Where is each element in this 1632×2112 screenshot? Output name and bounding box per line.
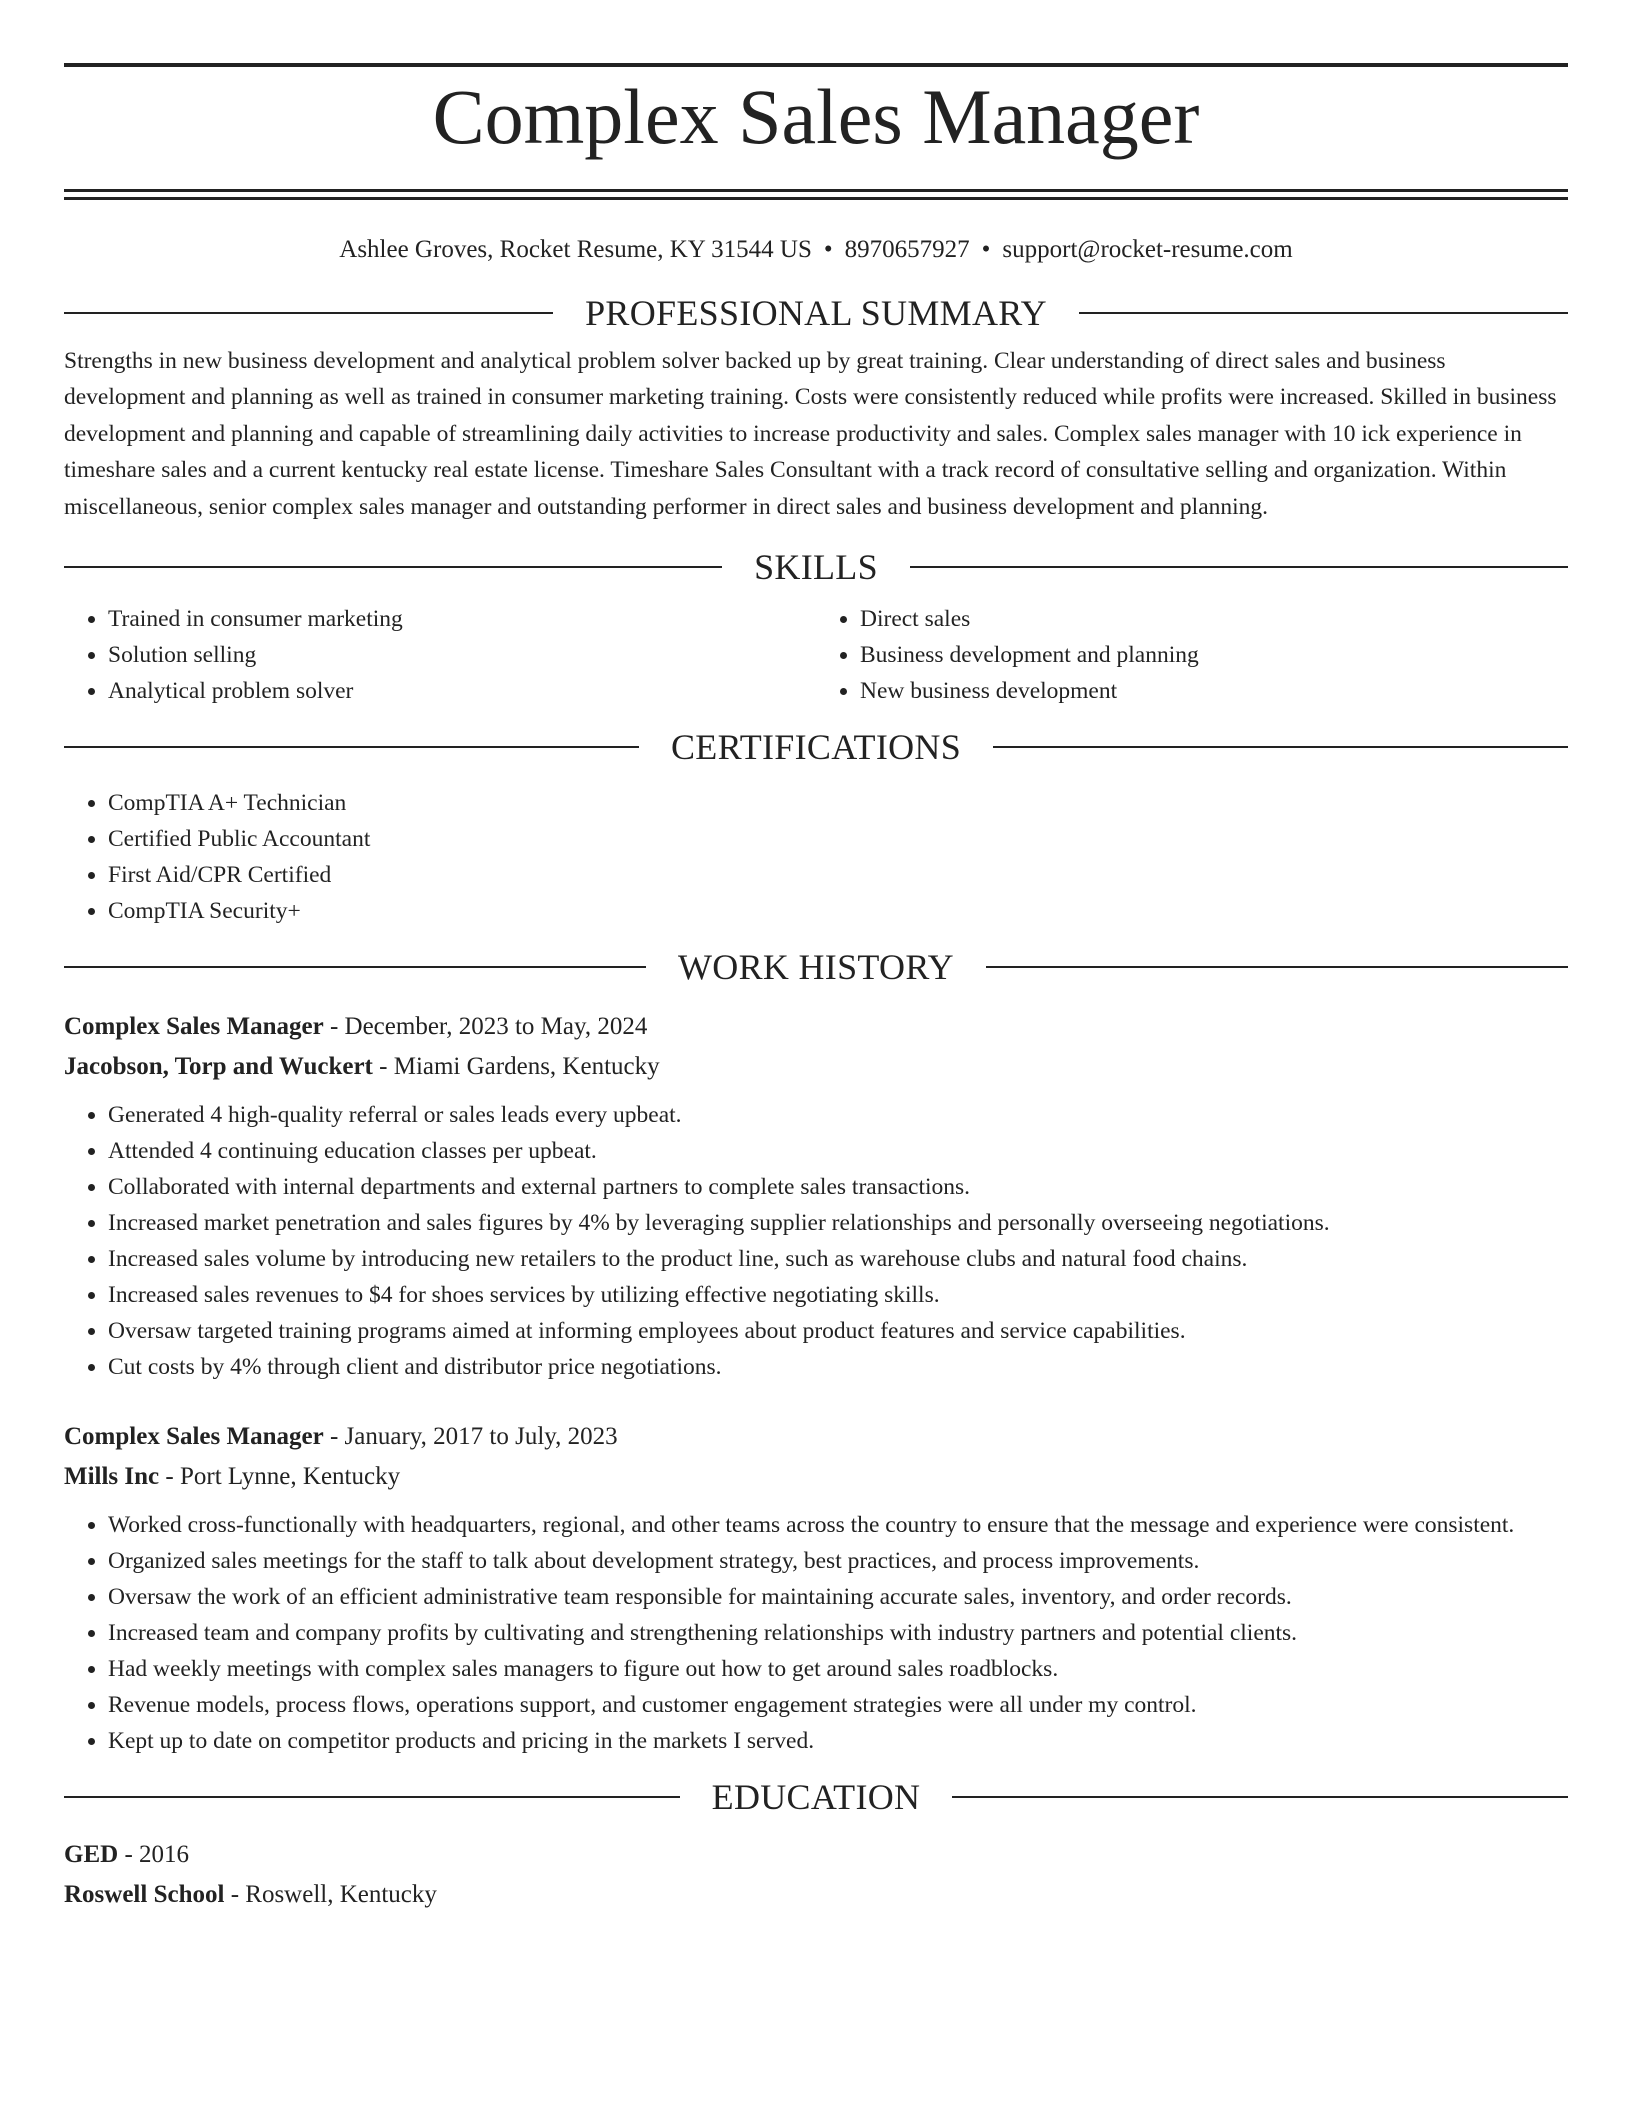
job-bullet: • Increased team and company profits by cultivating and strengthening relationships with industry partners and potential clients. xyxy=(108,1615,1568,1651)
section-title: SKILLS xyxy=(754,547,878,588)
education-location: - Roswell, Kentucky xyxy=(224,1881,437,1909)
divider xyxy=(993,746,1568,748)
job-bullet: • Cut costs by 4% through client and distributor price negotiations. xyxy=(108,1349,1568,1385)
certification-item: • Certified Public Accountant xyxy=(108,821,1568,857)
contact-separator: • xyxy=(981,236,991,263)
divider xyxy=(64,966,646,968)
section-heading-education xyxy=(64,1777,1568,1817)
skill-item: • Analytical problem solver xyxy=(108,673,816,709)
contact-address: Ashlee Groves, Rocket Resume, KY 31544 US xyxy=(339,236,812,263)
job-role: Complex Sales Manager xyxy=(64,1423,324,1451)
job-bullet: • Increased sales volume by introducing new retailers to the product line, such as warehouse clubs and natural food chains. xyxy=(108,1241,1568,1277)
education-entry xyxy=(64,1835,1568,1915)
divider xyxy=(952,1796,1568,1798)
education-school: Roswell School xyxy=(64,1881,225,1909)
certification-item: • CompTIA A+ Technician xyxy=(108,785,1568,821)
divider xyxy=(64,1796,680,1798)
skill-item: • Business development and planning xyxy=(860,637,1568,673)
divider xyxy=(64,746,639,748)
divider xyxy=(64,566,722,568)
job-bullet: • Attended 4 continuing education classes per upbeat. xyxy=(108,1133,1568,1169)
job-location: - Miami Gardens, Kentucky xyxy=(372,1053,660,1081)
contact-separator: • xyxy=(823,236,833,263)
job-bullet: • Had weekly meetings with complex sales managers to figure out how to get around sales roadblocks. xyxy=(108,1651,1568,1687)
skill-item: • Solution selling xyxy=(108,637,816,673)
skills-list xyxy=(64,601,1568,709)
divider xyxy=(1079,312,1568,314)
job-entry xyxy=(64,1007,1568,1385)
section-title: EDUCATION xyxy=(711,1777,921,1818)
education-year: - 2016 xyxy=(118,1841,190,1869)
job-bullets xyxy=(64,1507,1568,1759)
section-heading-summary xyxy=(64,293,1568,333)
education-degree-line xyxy=(64,1835,1568,1875)
section-title: CERTIFICATIONS xyxy=(670,727,962,768)
job-bullets xyxy=(64,1097,1568,1385)
section-heading-work-history xyxy=(64,947,1568,987)
job-company-line xyxy=(64,1047,1568,1087)
section-title: WORK HISTORY xyxy=(678,947,954,988)
job-title-line xyxy=(64,1417,1568,1457)
job-bullet: • Generated 4 high-quality referral or sales leads every upbeat. xyxy=(108,1097,1568,1133)
job-dates: - January, 2017 to July, 2023 xyxy=(323,1423,618,1451)
divider xyxy=(64,312,553,314)
skills-column-right xyxy=(816,601,1568,709)
education-school-line xyxy=(64,1875,1568,1915)
skill-item: • Trained in consumer marketing xyxy=(108,601,816,637)
skill-item: • New business development xyxy=(860,673,1568,709)
job-entry xyxy=(64,1417,1568,1759)
section-title: PROFESSIONAL SUMMARY xyxy=(585,293,1047,333)
contact-line xyxy=(64,235,1568,265)
job-bullet: • Collaborated with internal departments and external partners to complete sales transactions. xyxy=(108,1169,1568,1205)
job-bullet: • Kept up to date on competitor products and pricing in the markets I served. xyxy=(108,1723,1568,1759)
certification-item: • First Aid/CPR Certified xyxy=(108,857,1568,893)
job-bullet: • Increased market penetration and sales figures by 4% by leveraging supplier relationships and personally overseeing negotiations. xyxy=(108,1205,1568,1241)
section-heading-certifications xyxy=(64,727,1568,767)
job-company: Mills Inc xyxy=(64,1463,160,1491)
job-bullet: • Increased sales revenues to $4 for shoes services by utilizing effective negotiating skills. xyxy=(108,1277,1568,1313)
job-location: - Port Lynne, Kentucky xyxy=(159,1463,401,1491)
divider xyxy=(986,966,1568,968)
education-degree: GED xyxy=(64,1841,119,1869)
job-company-line xyxy=(64,1457,1568,1497)
job-bullet: • Revenue models, process flows, operations support, and customer engagement strategies were all under my control. xyxy=(108,1687,1568,1723)
job-bullet: • Oversaw the work of an efficient administrative team responsible for maintaining accurate sales, inventory, and order records. xyxy=(108,1579,1568,1615)
section-heading-skills xyxy=(64,547,1568,587)
job-company: Jacobson, Torp and Wuckert xyxy=(64,1053,373,1081)
certifications-list xyxy=(64,785,1568,929)
job-title-line xyxy=(64,1007,1568,1047)
summary-text: Strengths in new business development and analytical problem solver backed up by great training. Clear understanding of direct sales and business development and planning as well as trained in consumer marketing training. Costs were consistently reduced while profits were increased. Skilled in business development and planning and capable of streamlining daily activities to increase productivity and sales. Complex sales manager with 10 ick experience in timeshare sales and a current kentucky real estate license. Timeshare Sales Consultant with a track record of consultative selling and organization. Within miscellaneous, senior complex sales manager and outstanding performer in direct sales and business development and planning. xyxy=(64,348,1557,520)
title-double-rule xyxy=(64,189,1568,200)
contact-email: support@rocket-resume.com xyxy=(1002,236,1293,263)
job-bullet: • Organized sales meetings for the staff to talk about development strategy, best practices, and process improvements. xyxy=(108,1543,1568,1579)
job-dates: - December, 2023 to May, 2024 xyxy=(323,1013,648,1041)
skill-item: • Direct sales xyxy=(860,601,1568,637)
job-bullet: • Worked cross-functionally with headquarters, regional, and other teams across the country to ensure that the message and experience were consistent. xyxy=(108,1507,1568,1543)
certification-item: • CompTIA Security+ xyxy=(108,893,1568,929)
job-bullet: • Oversaw targeted training programs aimed at informing employees about product features and service capabilities. xyxy=(108,1313,1568,1349)
divider xyxy=(910,566,1568,568)
candidate-title: Complex Sales Manager xyxy=(432,73,1200,160)
skills-column-left xyxy=(64,601,816,709)
contact-phone: 8970657927 xyxy=(844,236,970,263)
job-role: Complex Sales Manager xyxy=(64,1013,324,1041)
